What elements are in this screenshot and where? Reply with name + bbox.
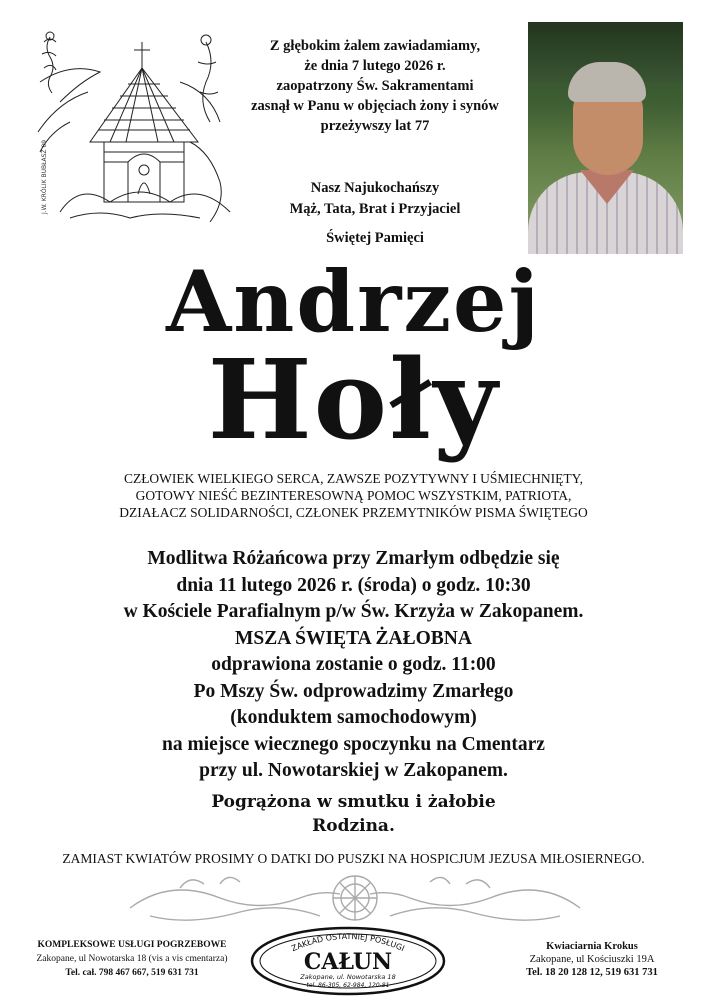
family-signature — [0, 790, 707, 838]
beloved-text — [230, 178, 520, 220]
announcement-line: że dnia 7 lutego 2026 r. — [304, 58, 446, 74]
death-announcement — [230, 36, 520, 136]
ceremony-line: odprawiona zostanie o godz. 11:00 — [211, 654, 496, 675]
ceremony-details — [0, 546, 707, 785]
beloved-line: Nasz Najukochańszy — [310, 180, 440, 196]
funeral-services-phone: Tel. cał. 798 467 667, 519 631 731 — [65, 968, 199, 978]
announcement-line: przeżywszy lat 77 — [320, 118, 430, 134]
floral-ornament — [120, 868, 590, 930]
florist-info — [492, 940, 692, 979]
logo-address: Zakopane, ul. Nowotarska 18 — [300, 973, 396, 981]
funeral-services-info — [22, 938, 242, 980]
ceremony-line: przy ul. Nowotarskiej w Zakopanem. — [199, 760, 508, 781]
ceremony-line: (konduktem samochodowym) — [230, 707, 477, 728]
ceremony-line: MSZA ŚWIĘTA ŻAŁOBNA — [235, 627, 472, 649]
ceremony-line: w Kościele Parafialnym p/w Św. Krzyża w Zakopanem. — [123, 601, 584, 622]
family-line-1: Pogrążona w smutku i żałobie — [211, 792, 496, 812]
description-line: DZIAŁACZ SOLIDARNOŚCI, CZŁONEK PRZEMYTNIKÓW PISMA ŚWIĘTEGO — [119, 505, 588, 520]
logo-name: CAŁUN — [303, 949, 393, 975]
announcement-line: zaopatrzony Św. Sakramentami — [276, 78, 474, 94]
beloved-line: Mąż, Tata, Brat i Przyjaciel — [289, 201, 461, 217]
chapel-sketch-illustration — [30, 22, 240, 222]
florist-phone: Tel. 18 20 128 12, 519 631 731 — [526, 967, 658, 978]
donation-note: ZAMIAST KWIATÓW PROSIMY O DATKI DO PUSZKI NA HOSPICJUM JEZUSA MIŁOSIERNEGO. — [62, 851, 645, 866]
funeral-services-address: Zakopane, ul Nowotarska 18 (vis a vis cmentarza) — [36, 954, 228, 964]
illustration-signature: J.W. KRÓLIK BUBŁASZ 09 — [41, 139, 48, 214]
deceased-description — [0, 470, 707, 521]
first-name: Andrzej — [166, 252, 541, 351]
announcement-line: Z głębokim żalem zawiadamiamy, — [269, 38, 481, 54]
ceremony-line: Po Mszy Św. odprowadzimy Zmarłego — [193, 680, 514, 702]
florist-title: Kwiaciarnia Krokus — [546, 941, 638, 952]
logo-phone: tel. 86-305, 62-984, 120-81 — [306, 982, 390, 989]
calun-logo — [248, 925, 448, 997]
last-name: Hoły — [207, 335, 500, 464]
ceremony-line: Modlitwa Różańcowa przy Zmarłym odbędzie się — [147, 548, 560, 569]
florist-address: Zakopane, ul Kościuszki 19A — [529, 954, 655, 965]
family-line-2: Rodzina. — [312, 816, 395, 836]
funeral-services-title: KOMPLEKSOWE USŁUGI POGRZEBOWE — [37, 940, 227, 950]
ceremony-line: na miejsce wiecznego spoczynku na Cmentarz — [162, 733, 545, 755]
description-line: GOTOWY NIEŚĆ BEZINTERESOWNĄ POMOC WSZYSTKIM, PATRIOTA, — [135, 488, 572, 503]
description-line: CZŁOWIEK WIELKIEGO SERCA, ZAWSZE POZYTYWNY I UŚMIECHNIĘTY, — [123, 471, 584, 486]
logo-top-text: ZAKŁAD OSTATNIEJ POSŁUGI — [290, 931, 406, 954]
ceremony-line: dnia 11 lutego 2026 r. (środa) o godz. 10:30 — [176, 574, 531, 596]
memory-label: Świętej Pamięci — [326, 230, 424, 246]
deceased-photo — [528, 22, 683, 254]
announcement-line: zasnął w Panu w objęciach żony i synów — [251, 98, 499, 114]
